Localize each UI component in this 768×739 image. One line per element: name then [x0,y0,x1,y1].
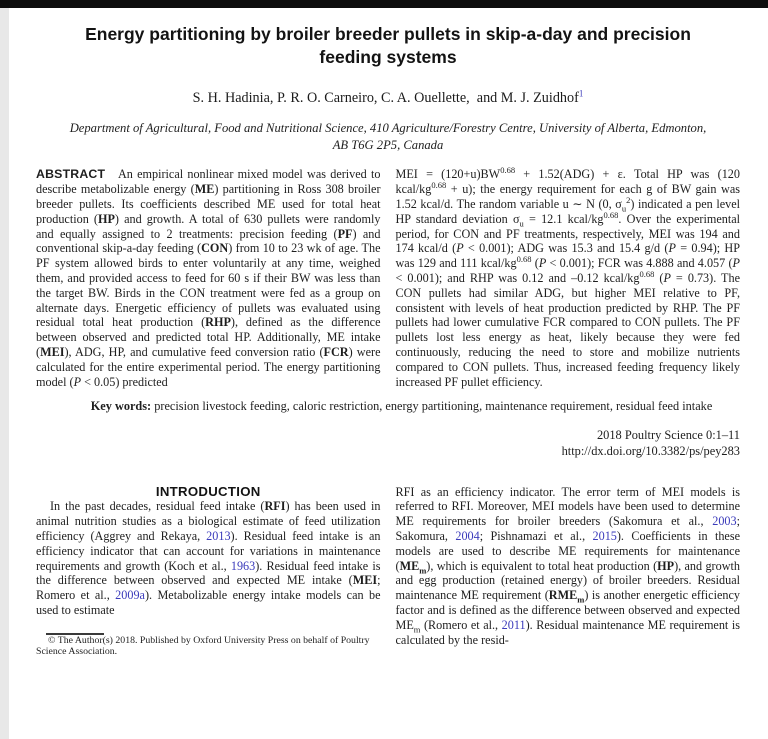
abstract-paragraph-right: MEI = $(120+u)BW^{0.68} + 1.52(ADG) + \varepsilon$. Total HP was (120 kcal/$kg^{0.68} + u$); the energy requirement for each g of BW gain was 1.52 kcal/d. The random variable u ∼ N (0, $\sigma_u^2$) indicated a pen level HP standard deviation $\sigma_u = 12.1$ kcal/$kg^{0.68}$. Over the experimental period, for CON and PF treatments, respectively, MEI was 194 and 174 kcal/d (P < 0.001); ADG was 15.3 and 15.4 g/d (P = 0.94); HP was 129 and 111 kcal/$kg^{0.68}$ (P < 0.001); FCR was 4.888 and 4.057 (P < 0.001); and RHP was 0.12 and –0.12 kcal/$kg^{0.68}$ (P = 0.73). The CON pullets had similar ADG, but higher MEI relative to PF, consistent with levels of heat production predicted by RHP. The PF pullets had lower cumulative FCR compared to CON pullets. The PF pullets lost less energy as heat, likely because they were fed continuously, reducing the need to store and mobilize nutrients compared to CON pullets. Thus, increased feeding frequency likely increased PF pullet efficiency. [395,165,741,389]
journal-citation [36,427,740,460]
abstract-section [36,167,740,389]
paper-title: Energy partitioning by broiler breeder pullets in skip-a-day and precision feeding systems [85,24,691,68]
page-left-edge [0,8,9,739]
doi-link[interactable]: http://dx.doi.org/10.3382/ps/pey283 [561,444,740,459]
paper-page [9,8,768,739]
keywords-line: Key words: precision livestock feeding, caloric restriction, energy partitioning, maintenance requirement, residual feed intake [90,399,713,414]
authors-line: S. H. Hadinia, P. R. O. Carneiro, C. A. Ouellette, and M. J. Zuidhof$^1$ [192,88,584,107]
introduction-heading: INTRODUCTION [155,483,261,499]
introduction-section [36,485,740,657]
intro-paragraph-right: RFI as an efficiency indicator. The error term of MEI models is referred to RFI. Moreover, MEI models have been used to determine ME requirements for broiler breeders (Sakomura et al., 2003; Sakomura, 2004; Pishnamazi et al., 2015). Coefficients in these models are used to describe ME requirements for maintenance $(ME_m)$, which is equivalent to total heat production (HP), and growth and egg production (retained energy) of broiler breeders. Residual maintenance ME requirement $(RME_m)$ is another energetic efficiency factor and is defined as the difference between observed and expected $ME_m$ (Romero et al., 2011). Residual maintenance ME requirement is calculated by the resid- [395,484,741,647]
introduction-column-right [396,485,741,657]
copyright-footnote: © The Author(s) 2018. Published by Oxford University Press on behalf of Poultry Science Association. [36,634,370,657]
abstract-column-right [396,167,741,389]
affiliation: Department of Agricultural, Food and Nutritional Science, 410 Agriculture/Forestry Centre, University of Alberta, Edmonton, AB T6G 2P5, Canada [69,121,707,152]
journal-citation-line: 2018 Poultry Science 0:1–11 [596,427,740,442]
abstract-paragraph-left: ABSTRACT An empirical nonlinear mixed model was derived to describe metabolizable energy (ME) partitioning in Ross 308 broiler breeder pullets. Its coefficients described ME used for total heat production (HP) and growth. A total of 630 pullets were randomly and equally assigned to 2 treatments: precision feeding (PF) and conventional skip-a-day feeding (CON) from 10 to 23 wk of age. The PF system allowed birds to enter voluntarily at any time, weighed them, and provided access to feed for 60 s if their BW was less than the target BW. Birds in the CON treatment were fed as a group on alternate days. Energetic efficiency of pullets was evaluated using residual total heat production (RHP), defined as the difference between observed and predicted total HP. Additionally, ME intake (MEI), ADG, HP, and cumulative feed conversion ratio (FCR) were calculated for the entire experimental period. The energy partitioning model (P < 0.05) predicted [36,167,381,389]
abstract-column-left [36,167,381,389]
intro-paragraph-left: In the past decades, residual feed intake (RFI) has been used in animal nutrition studies as a biological estimate of feed utilization efficiency (Aggrey and Rekaya, 2013). Residual feed intake is an efficiency indicator that can account for variations in maintenance requirements and growth (Koch et al., 1963). Residual feed intake is the difference between observed and expected ME intake (MEI; Romero et al., 2009a). Metabolizable energy intake models can be used to estimate [36,499,381,618]
introduction-column-left [36,485,381,657]
top-border [0,0,768,8]
